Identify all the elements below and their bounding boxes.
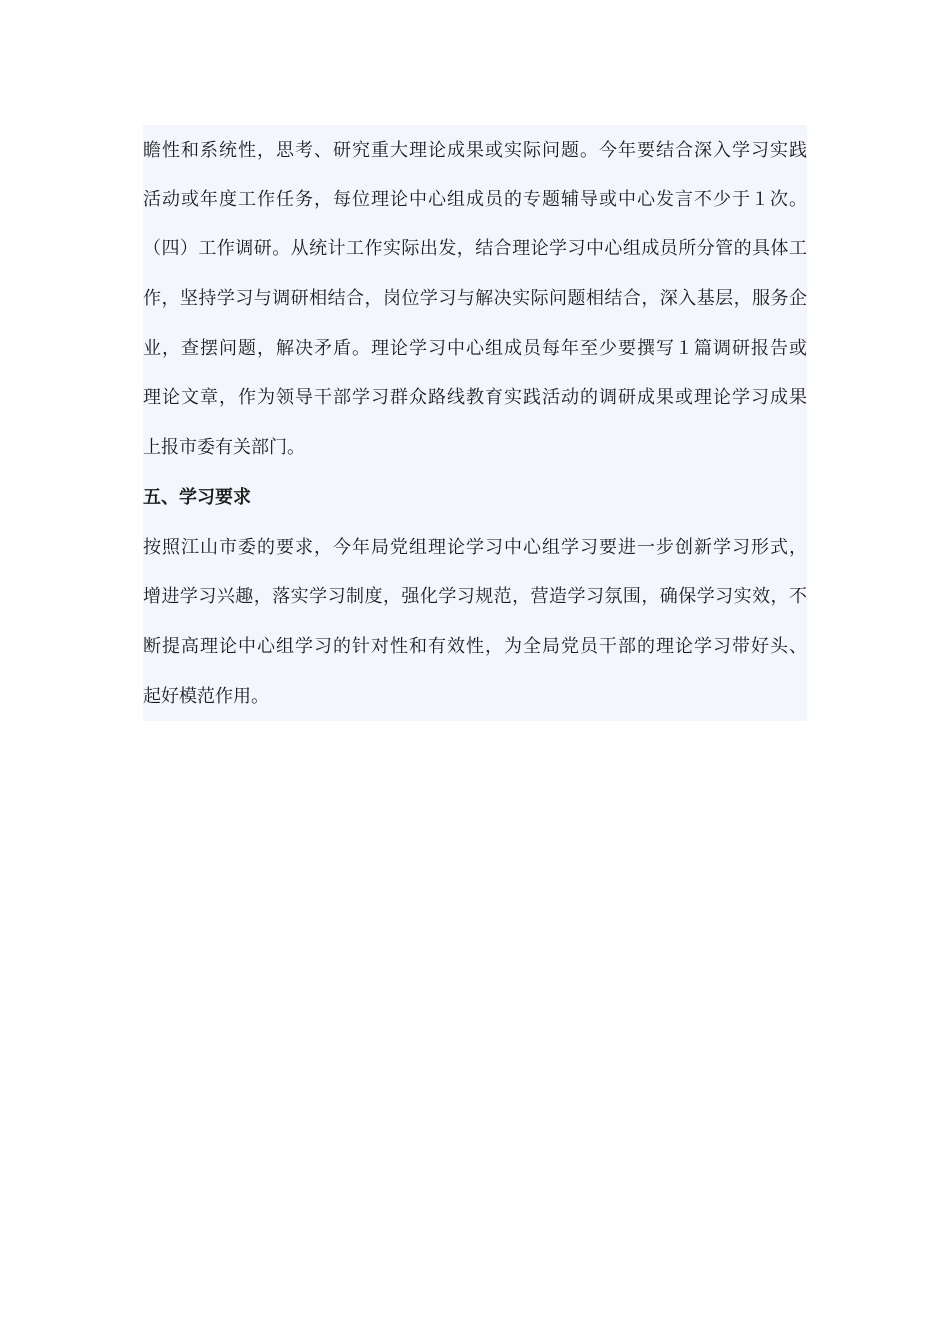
paragraph-line: 作，坚持学习与调研相结合，岗位学习与解决实际问题相结合，深入基层，服务企 <box>143 288 807 309</box>
paragraph-line: 活动或年度工作任务，每位理论中心组成员的专题辅导或中心发言不少于１次。 <box>143 189 807 210</box>
section-paragraph-line: 按照江山市委的要求，今年局党组理论学习中心组学习要进一步创新学习形式， <box>143 537 807 558</box>
paragraph-line: 理论文章，作为领导干部学习群众路线教育实践活动的调研成果或理论学习成果 <box>143 387 807 408</box>
section-paragraph-line: 增进学习兴趣，落实学习制度，强化学习规范，营造学习氛围，确保学习实效，不 <box>143 586 807 607</box>
paragraph-line: 上报市委有关部门。 <box>143 437 305 458</box>
section-paragraph-line: 断提高理论中心组学习的针对性和有效性，为全局党员干部的理论学习带好头、 <box>143 636 807 657</box>
paragraph-line: 业，查摆问题，解决矛盾。理论学习中心组成员每年至少要撰写１篇调研报告或 <box>143 338 807 359</box>
section-heading: 五、学习要求 <box>143 487 251 508</box>
paragraph-line: （四）工作调研。从统计工作实际出发，结合理论学习中心组成员所分管的具体工 <box>143 238 807 259</box>
section-paragraph-line: 起好模范作用。 <box>143 686 269 707</box>
paragraph-line: 瞻性和系统性，思考、研究重大理论成果或实际问题。今年要结合深入学习实践 <box>143 140 807 161</box>
document-text-block <box>143 125 807 721</box>
